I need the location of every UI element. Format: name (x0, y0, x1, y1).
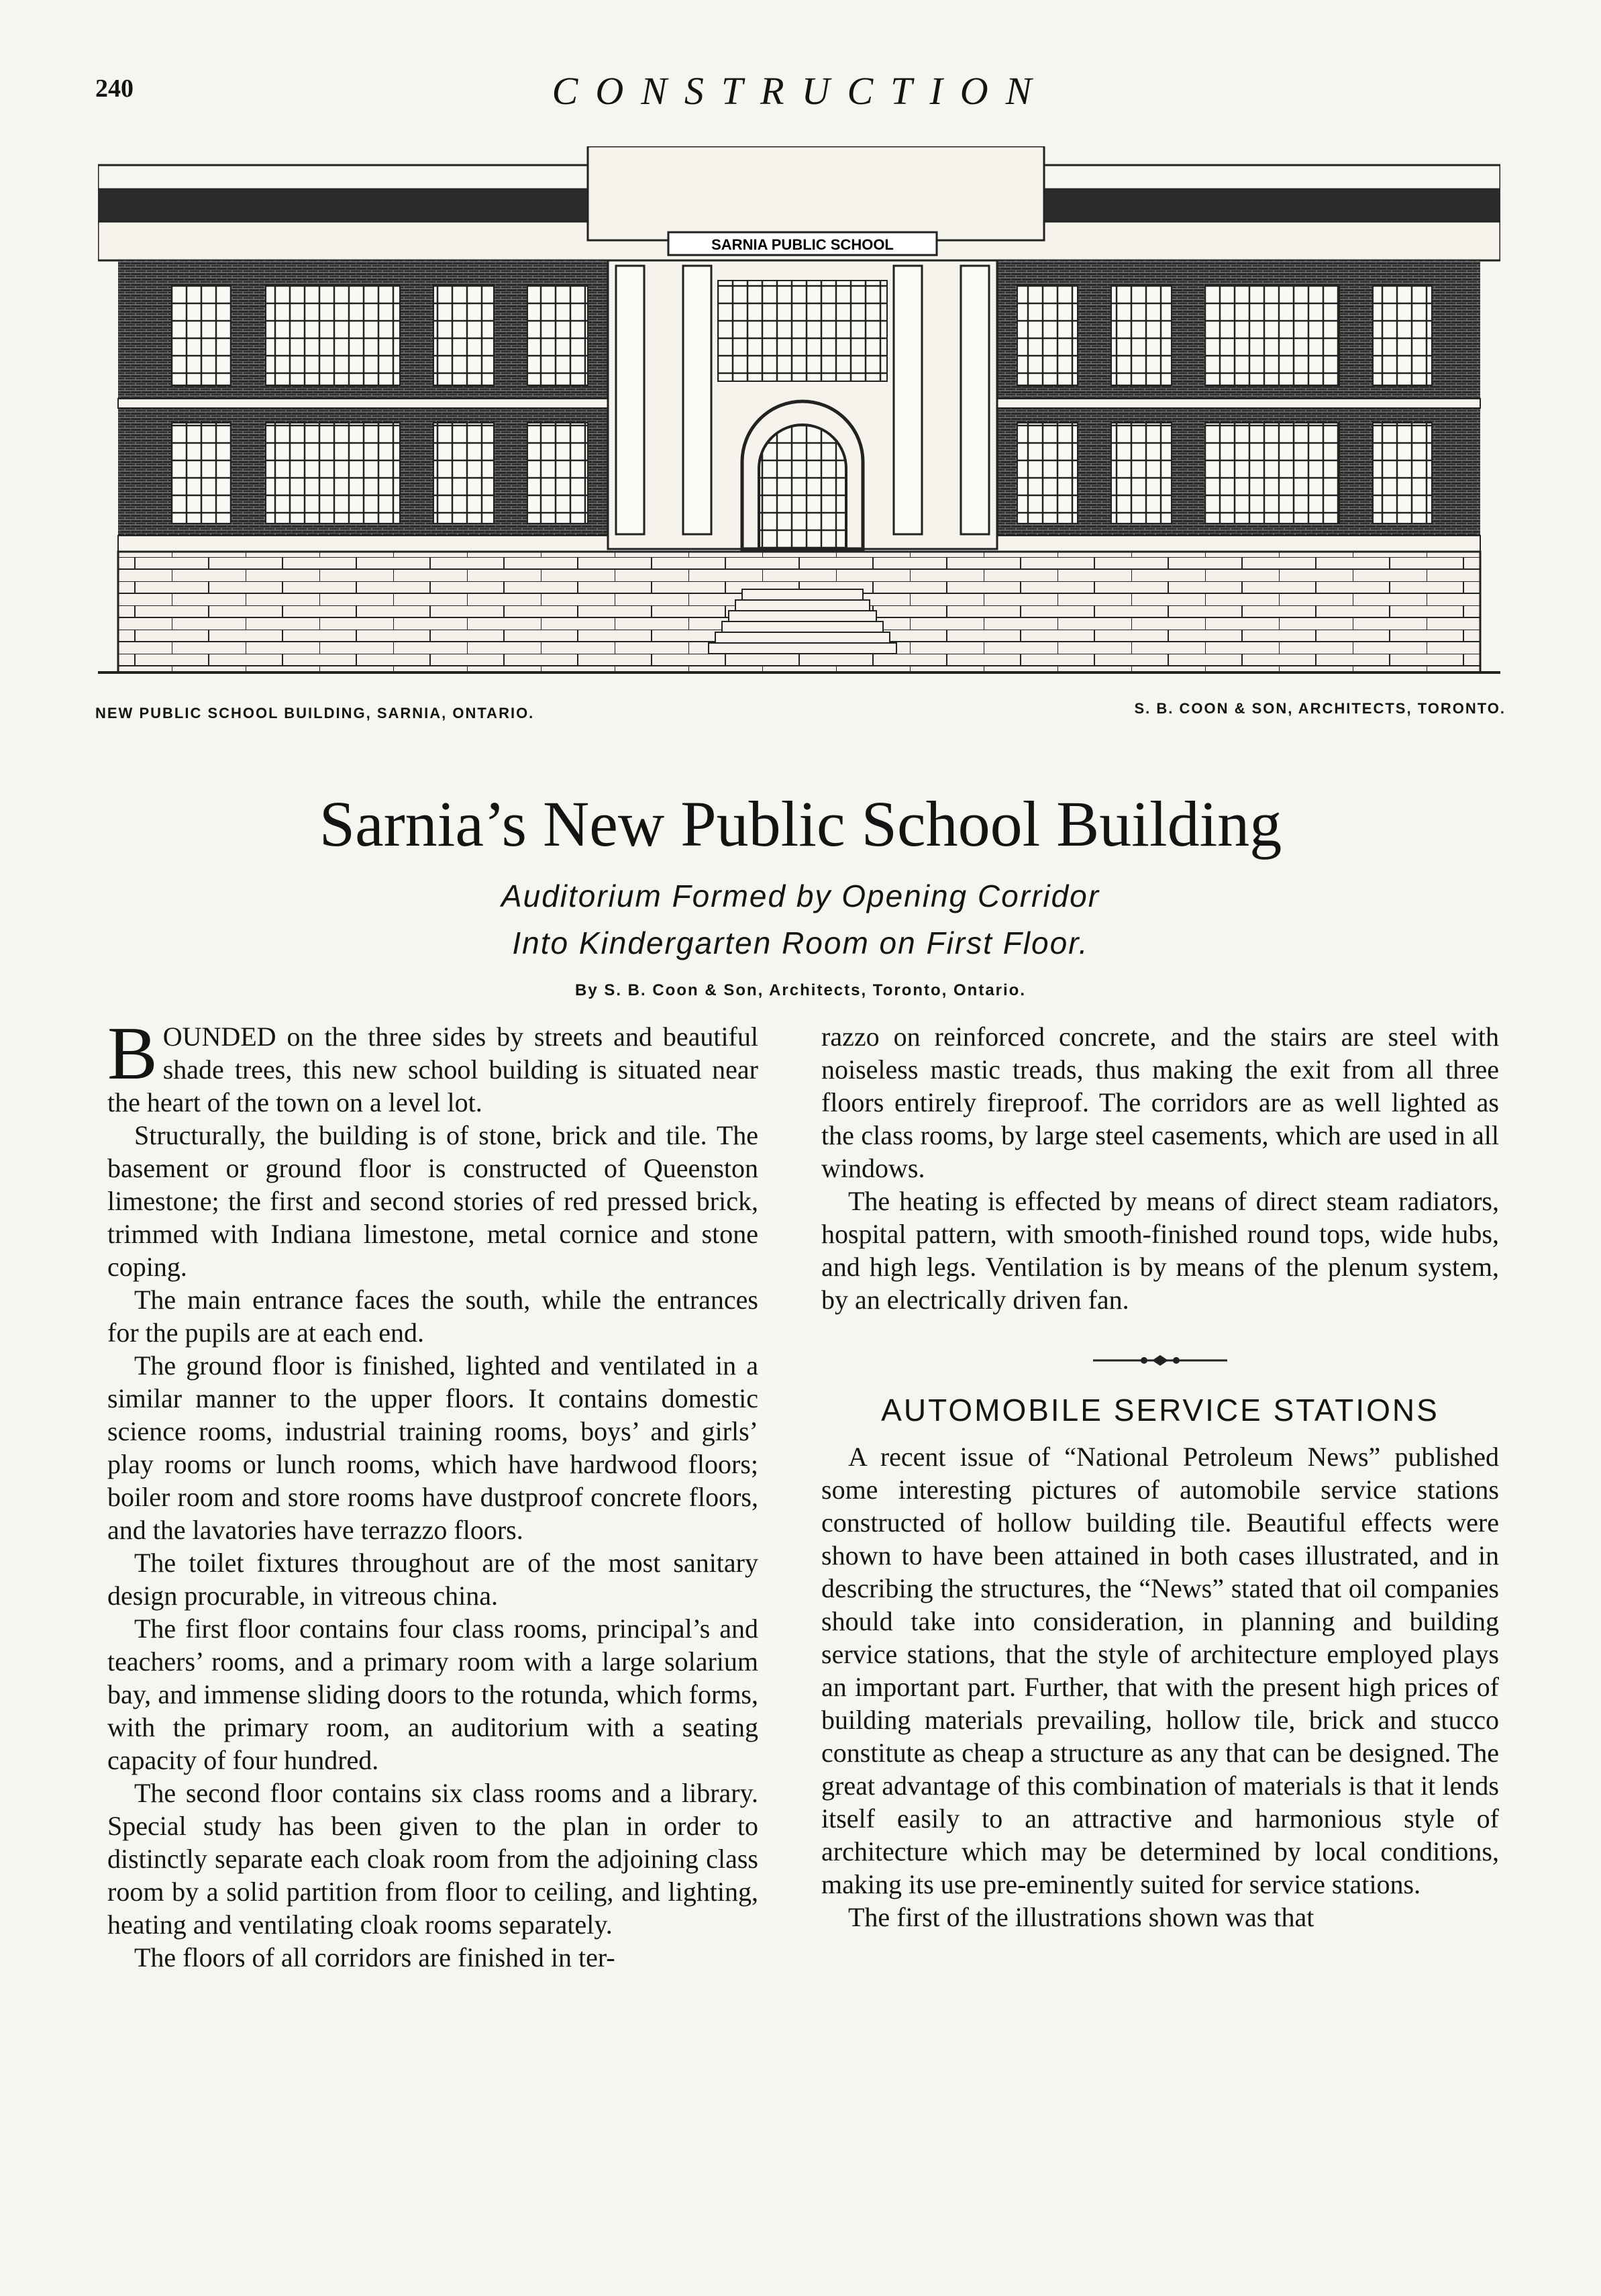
left-column (107, 1012, 758, 1974)
paragraph: The heating is effected by means of direct steam radiators, hospital pattern, with smooth-finished round tops, wide hubs, and high legs. Ventilation is by means of the plenum system, by an electrically driven fan. (821, 1186, 1499, 1315)
article-title: Sarnia’s New Public School Building (319, 788, 1282, 860)
right-column (821, 1020, 1499, 1934)
running-head: CONSTRUCTION (552, 69, 1049, 113)
paragraph: The toilet fixtures throughout are of the most sanitary design procurable, in vitreous china. (107, 1548, 758, 1611)
paragraph: The first floor contains four class rooms, principal’s and teachers’ rooms, and a primary room with a large solarium bay, and immense sliding doors to the rotunda, which forms, with the primary room, an auditorium with a seating capacity of four hundred. (107, 1613, 758, 1775)
illustration-caption-left: NEW PUBLIC SCHOOL BUILDING, SARNIA, ONTARIO. (95, 705, 535, 721)
section-divider-ornament (1093, 1354, 1227, 1367)
section-heading: AUTOMOBILE SERVICE STATIONS (881, 1393, 1439, 1428)
paragraph: The second floor contains six class rooms and a library. Special study has been given to the plan in order to distinctly separate each cloak room from the adjoining class room by a solid partition from floor to ceiling, and lighting, heating and ventilating cloak rooms separately. (107, 1778, 758, 1940)
article-byline: By S. B. Coon & Son, Architects, Toronto, Ontario. (574, 981, 1026, 999)
paragraph: The ground floor is finished, lighted and ventilated in a similar manner to the upper floors. It contains domestic science rooms, industrial training rooms, boys’ and girls’ play rooms or lunch rooms, which have hardwood floors; boiler room and store rooms have dustproof concrete floors, and the lavatories have terrazzo floors. (107, 1350, 758, 1545)
article-subtitle-line2: Into Kindergarten Room on First Floor. (512, 926, 1089, 960)
drop-cap: B (107, 1012, 158, 1095)
paragraph: A recent issue of “National Petroleum News” published some interesting pictures of automobile service stations constructed of hollow building tile. Beautiful effects were shown to have been attained in both cases illustrated, and in describing the structures, the “News” stated that oil companies should take into consideration, in planning and building service stations, that the style of architecture employed plays an important part. Further, that with the present high prices of building materials prevailing, hollow tile, brick and stucco constitute as cheap a structure as any that can be designed. The great advantage of this combination of materials is that it lends itself easily to an attractive and harmonious style of architecture which may be determined by local conditions, making its use pre-eminently suited for service stations. (821, 1442, 1499, 1899)
school-sign-text: SARNIA PUBLIC SCHOOL (711, 236, 894, 253)
school-building-illustration (98, 146, 1500, 690)
article-subtitle-line1: Auditorium Formed by Opening Corridor (501, 879, 1100, 913)
illustration-caption-right: S. B. COON & SON, ARCHITECTS, TORONTO. (1134, 700, 1506, 717)
paragraph-text: OUNDED on the three sides by streets and beautiful shade trees, this new school building is situated near the heart of the town on a level lot. (107, 1021, 758, 1117)
paragraph: Structurally, the building is of stone, brick and tile. The basement or ground floor is constructed of Queenston limestone; the first and second stories of red pressed brick, trimmed with Indiana limestone, metal cornice and stone coping. (107, 1120, 758, 1282)
paragraph: The first of the illustrations shown was that (848, 1902, 1314, 1932)
paragraph: The main entrance faces the south, while the entrances for the pupils are at each end. (107, 1285, 758, 1348)
paragraph (107, 1012, 758, 1119)
paragraph: The floors of all corridors are finished in ter- (134, 1942, 615, 1973)
page-number: 240 (95, 74, 134, 103)
paragraph: razzo on reinforced concrete, and the stairs are steel with noiseless mastic treads, thus making the exit from all three floors entirely fireproof. The corridors are as well lighted as the class rooms, by large steel casements, which are used in all windows. (821, 1021, 1499, 1183)
